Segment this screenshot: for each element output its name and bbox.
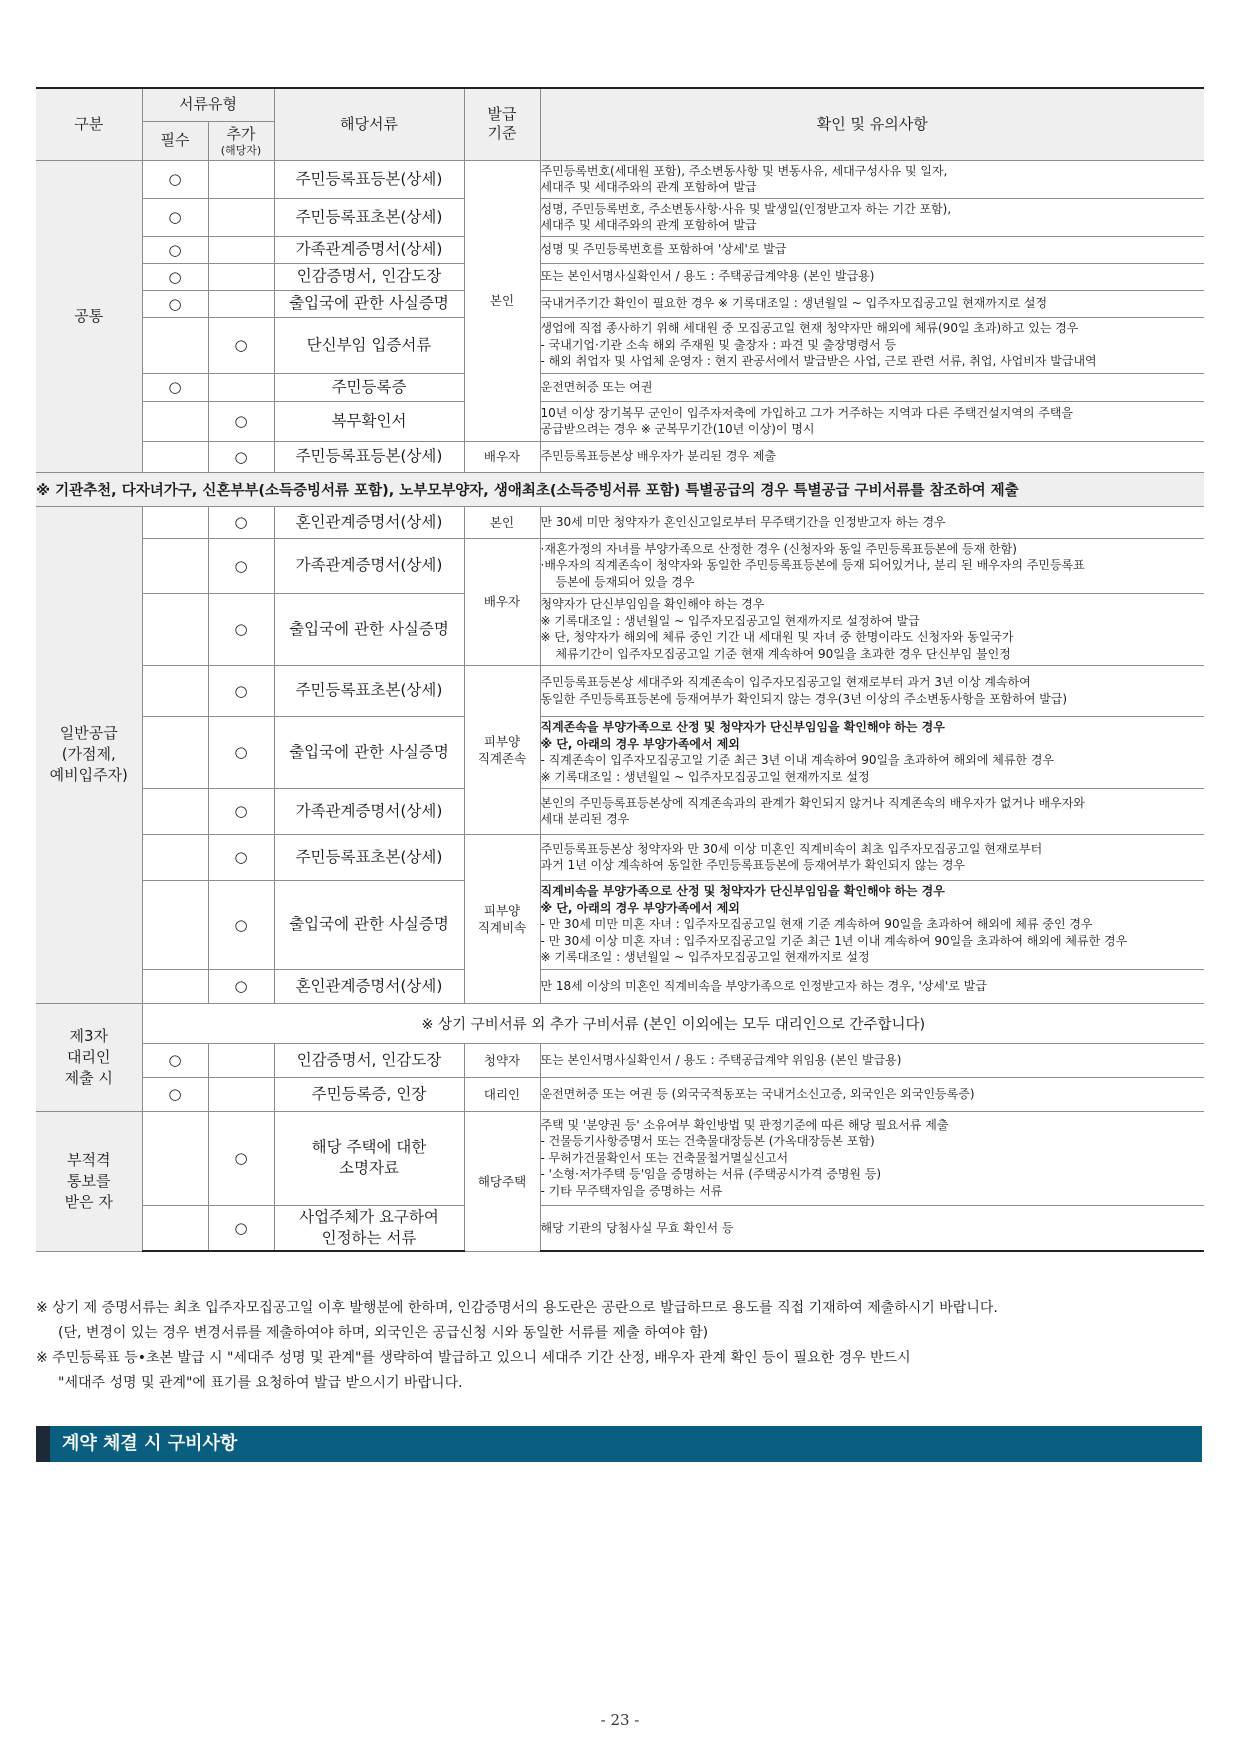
notes-cell: 주민등록표등본상 청약자와 만 30세 이상 미혼인 직계비속이 최초 입주자모집공고일 현재로부터 과거 1년 이상 계속하여 동일한 주민등록표등본에 등재여부가 확인되지 않는 경우 xyxy=(540,834,1204,880)
required-mark: ○ xyxy=(142,160,208,198)
additional-mark: ○ xyxy=(208,506,274,538)
additional-empty xyxy=(208,198,274,236)
required-mark: ○ xyxy=(142,1043,208,1077)
additional-mark: ○ xyxy=(208,1111,274,1205)
additional-mark: ○ xyxy=(208,716,274,788)
notes-cell: 주민등록표등본상 세대주와 직계존속이 입주자모집공고일 현재로부터 과거 3년 이상 계속하여 동일한 주민등록표등본에 등재여부가 확인되지 않는 경우(3년 이상의 주소변동사항을 포함하여 발급) xyxy=(540,665,1204,716)
notes-cell: 운전면허증 또는 여권 xyxy=(540,373,1204,401)
document-name: 출입국에 관한 사실증명 xyxy=(274,880,464,969)
notes-cell: 청약자가 단신부임임을 확인해야 하는 경우 ※ 기록대조일 : 생년월일 ~ 입주자모집공고일 현재까지로 설정하여 발급 ※ 단, 청약자가 해외에 체류 중인 기간 내 세대원 및 자녀 중 한명이라도 신청자와 동일국가 체류기간이 입주자모집공고일 기준 현재 계속하여 90일을 초과한 경우 단신부임 불인정 xyxy=(540,593,1204,665)
document-name: 주민등록표등본(상세) xyxy=(274,441,464,472)
footnote-line: ※ 상기 제 증명서류는 최초 입주자모집공고일 이후 발행분에 한하며, 인감증명서의 용도란은 공란으로 발급하므로 용도를 직접 기재하여 제출하시기 바랍니다. xyxy=(36,1300,998,1316)
required-empty xyxy=(142,969,208,1003)
required-empty xyxy=(142,834,208,880)
document-name: 주민등록표등본(상세) xyxy=(274,160,464,198)
footnote-line: ※ 주민등록표 등•초본 발급 시 "세대주 성명 및 관계"를 생략하여 발급하고 있으니 세대주 기간 산정, 배우자 관계 확인 등이 필요한 경우 반드시 xyxy=(36,1350,911,1366)
special-supply-notice: ※ 기관추천, 다자녀가구, 신혼부부(소득증빙서류 포함), 노부모부양자, 생애최초(소득증빙서류 포함) 특별공급의 경우 특별공급 구비서류를 참조하여 제출 xyxy=(36,472,1204,506)
footnote-line: (단, 변경이 있는 경우 변경서류를 제출하여야 하며, 외국인은 공급신청 시와 동일한 서류를 제출 하여야 함) xyxy=(58,1325,709,1341)
notes-cell: 주민등록표등본상 배우자가 분리된 경우 제출 xyxy=(540,441,1204,472)
document-name: 출입국에 관한 사실증명 xyxy=(274,593,464,665)
document-name: 가족관계증명서(상세) xyxy=(274,788,464,834)
required-documents-table xyxy=(36,87,1204,1252)
required-empty xyxy=(142,788,208,834)
document-name: 주민등록표초본(상세) xyxy=(274,665,464,716)
additional-mark: ○ xyxy=(208,834,274,880)
additional-empty xyxy=(208,263,274,290)
required-mark: ○ xyxy=(142,290,208,317)
document-name: 가족관계증명서(상세) xyxy=(274,538,464,593)
document-name: 인감증명서, 인감도장 xyxy=(274,1043,464,1077)
notes-cell: 또는 본인서명사실확인서 / 용도 : 주택공급계약 위임용 (본인 발급용) xyxy=(540,1043,1204,1077)
required-empty xyxy=(142,538,208,593)
required-empty xyxy=(142,665,208,716)
document-name: 해당 주택에 대한 소명자료 xyxy=(274,1111,464,1205)
basis-spouse: 배우자 xyxy=(464,441,540,472)
notes-cell: 주택 및 '분양권 등' 소유여부 확인방법 및 판정기준에 따른 해당 필요서류 제출 - 건물등기사항증명서 또는 건축물대장등본 (가옥대장등본 포함) - 무허가건물확인서 또는 건축물철거멸실신고서 - '소형·저가주택 등'임을 증명하는 서류 (주택공시가격 증명원 등) - 기타 무주택자임을 증명하는 서류 xyxy=(540,1111,1204,1205)
document-name: 출입국에 관한 사실증명 xyxy=(274,716,464,788)
required-empty xyxy=(142,1205,208,1251)
document-name: 주민등록증 xyxy=(274,373,464,401)
basis-self: 본인 xyxy=(464,506,540,538)
notes-cell: 성명 및 주민등록번호를 포함하여 '상세'로 발급 xyxy=(540,236,1204,263)
document-name: 혼인관계증명서(상세) xyxy=(274,506,464,538)
header-required: 필수 xyxy=(142,121,208,160)
document-name: 복무확인서 xyxy=(274,401,464,441)
additional-mark: ○ xyxy=(208,441,274,472)
basis-spouse: 배우자 xyxy=(464,538,540,665)
required-empty xyxy=(142,401,208,441)
header-category: 구분 xyxy=(36,88,142,160)
additional-empty xyxy=(208,1077,274,1111)
document-name: 출입국에 관한 사실증명 xyxy=(274,290,464,317)
additional-mark: ○ xyxy=(208,317,274,373)
additional-mark: ○ xyxy=(208,969,274,1003)
additional-mark: ○ xyxy=(208,665,274,716)
proxy-notice: ※ 상기 구비서류 외 추가 구비서류 (본인 이외에는 모두 대리인으로 간주합니다) xyxy=(142,1003,1204,1043)
required-mark: ○ xyxy=(142,198,208,236)
basis-self: 본인 xyxy=(464,160,540,441)
additional-mark: ○ xyxy=(208,593,274,665)
required-empty xyxy=(142,716,208,788)
document-name: 주민등록표초본(상세) xyxy=(274,834,464,880)
additional-mark: ○ xyxy=(208,880,274,969)
document-name: 주민등록증, 인장 xyxy=(274,1077,464,1111)
notes-cell: 만 18세 이상의 미혼인 직계비속을 부양가족으로 인정받고자 하는 경우, '상세'로 발급 xyxy=(540,969,1204,1003)
notes-cell: 10년 이상 장기복무 군인이 입주자저축에 가입하고 그가 거주하는 지역과 다른 주택건설지역의 주택을 공급받으려는 경우 ※ 군복무기간(10년 이상)이 명시 xyxy=(540,401,1204,441)
notes-cell: 또는 본인서명사실확인서 / 용도 : 주택공급계약용 (본인 발급용) xyxy=(540,263,1204,290)
basis-agent: 대리인 xyxy=(464,1077,540,1111)
additional-mark: ○ xyxy=(208,538,274,593)
required-mark: ○ xyxy=(142,373,208,401)
footnotes xyxy=(36,1296,1206,1396)
notes-cell: 생업에 직접 종사하기 위해 세대원 중 모집공고일 현재 청약자만 해외에 체류(90일 초과)하고 있는 경우 - 국내기업·기관 소속 해외 주재원 및 출장자 : 파견 및 출장명령서 등 - 해외 취업자 및 사업체 운영자 : 현지 관공서에서 발급받은 사업, 근로 관련 서류, 취업, 사업비자 발급내역 xyxy=(540,317,1204,373)
notes-cell: 운전면허증 또는 여권 등 (외국국적동포는 국내거소신고증, 외국인은 외국인등록증) xyxy=(540,1077,1204,1111)
additional-mark: ○ xyxy=(208,401,274,441)
category-common: 공통 xyxy=(36,160,142,472)
additional-empty xyxy=(208,1043,274,1077)
required-empty xyxy=(142,317,208,373)
notes-cell: 주민등록번호(세대원 포함), 주소변동사항 및 변동사유, 세대구성사유 및 일자, 세대주 및 세대주와의 관계 포함하여 발급 xyxy=(540,160,1204,198)
required-empty xyxy=(142,880,208,969)
document-name: 사업주체가 요구하여 인정하는 서류 xyxy=(274,1205,464,1251)
basis-applicant: 청약자 xyxy=(464,1043,540,1077)
header-document: 해당서류 xyxy=(274,88,464,160)
additional-empty xyxy=(208,236,274,263)
required-empty xyxy=(142,1111,208,1205)
document-name: 혼인관계증명서(상세) xyxy=(274,969,464,1003)
notes-cell: ·재혼가정의 자녀를 부양가족으로 산정한 경우 (신청자와 동일 주민등록표등본에 등재 한함) ·배우자의 직계존속이 청약자와 동일한 주민등록표등본에 등재 되어있거나, 분리 된 배우자의 주민등록표 등본에 등재되어 있을 경우 xyxy=(540,538,1204,593)
basis-housing: 해당주택 xyxy=(464,1111,540,1251)
notes-cell: 만 30세 미만 청약자가 혼인신고일로부터 무주택기간을 인정받고자 하는 경우 xyxy=(540,506,1204,538)
additional-mark: ○ xyxy=(208,1205,274,1251)
header-notes: 확인 및 유의사항 xyxy=(540,88,1204,160)
additional-empty xyxy=(208,160,274,198)
notes-cell: 본인의 주민등록표등본상에 직계존속과의 관계가 확인되지 않거나 직계존속의 배우자가 없거나 배우자와 세대 분리된 경우 xyxy=(540,788,1204,834)
document-name: 주민등록표초본(상세) xyxy=(274,198,464,236)
header-doc-type: 서류유형 xyxy=(142,88,274,121)
required-empty xyxy=(142,593,208,665)
required-mark: ○ xyxy=(142,263,208,290)
required-mark: ○ xyxy=(142,1077,208,1111)
document-name: 인감증명서, 인감도장 xyxy=(274,263,464,290)
header-issue-basis: 발급 기준 xyxy=(464,88,540,160)
notes-cell: 국내거주기간 확인이 필요한 경우 ※ 기록대조일 : 생년월일 ~ 입주자모집공고일 현재까지로 설정 xyxy=(540,290,1204,317)
required-mark: ○ xyxy=(142,236,208,263)
additional-empty xyxy=(208,290,274,317)
required-empty xyxy=(142,441,208,472)
notes-cell: 직계비속을 부양가족으로 산정 및 청약자가 단신부임임을 확인해야 하는 경우 ※ 단, 아래의 경우 부양가족에서 제외 - 만 30세 미만 미혼 자녀 : 입주자모집공고일 현재 기준 계속하여 90일을 초과하여 해외에 체류 중인 경우 - 만 30세 이상 미혼 자녀 : 입주자모집공고일 기준 최근 1년 이내 계속하여 90일을 초과하여 해외에 체류한 경우 ※ 기록대조일 : 생년월일 ~ 입주자모집공고일 현재까지로 설정 xyxy=(540,880,1204,969)
footnote-line: "세대주 성명 및 관계"에 표기를 요청하여 발급 받으시기 바랍니다. xyxy=(58,1375,463,1391)
header-additional: 추가 (해당자) xyxy=(208,121,274,160)
basis-dependent-descendant: 피부양 직계비속 xyxy=(464,834,540,1003)
basis-dependent-ascendant: 피부양 직계존속 xyxy=(464,665,540,834)
document-name: 단신부임 입증서류 xyxy=(274,317,464,373)
category-general: 일반공급 (가점제, 예비입주자) xyxy=(36,506,142,1003)
notes-cell: 성명, 주민등록번호, 주소변동사항·사유 및 발생일(인정받고자 하는 기간 포함), 세대주 및 세대주와의 관계 포함하여 발급 xyxy=(540,198,1204,236)
section-heading: 계약 체결 시 구비사항 xyxy=(36,1426,1202,1462)
category-ineligible: 부적격 통보를 받은 자 xyxy=(36,1111,142,1251)
notes-cell: 해당 기관의 당첨사실 무효 확인서 등 xyxy=(540,1205,1204,1251)
category-proxy: 제3자 대리인 제출 시 xyxy=(36,1003,142,1111)
document-name: 가족관계증명서(상세) xyxy=(274,236,464,263)
required-empty xyxy=(142,506,208,538)
page-number: - 23 - xyxy=(600,1711,640,1729)
additional-empty xyxy=(208,373,274,401)
additional-mark: ○ xyxy=(208,788,274,834)
notes-cell: 직계존속을 부양가족으로 산정 및 청약자가 단신부임임을 확인해야 하는 경우 ※ 단, 아래의 경우 부양가족에서 제외 - 직계존속이 입주자모집공고일 기준 최근 3년 이내 계속하여 90일을 초과하여 해외에 체류한 경우 ※ 기록대조일 : 생년월일 ~ 입주자모집공고일 현재까지로 설정 xyxy=(540,716,1204,788)
